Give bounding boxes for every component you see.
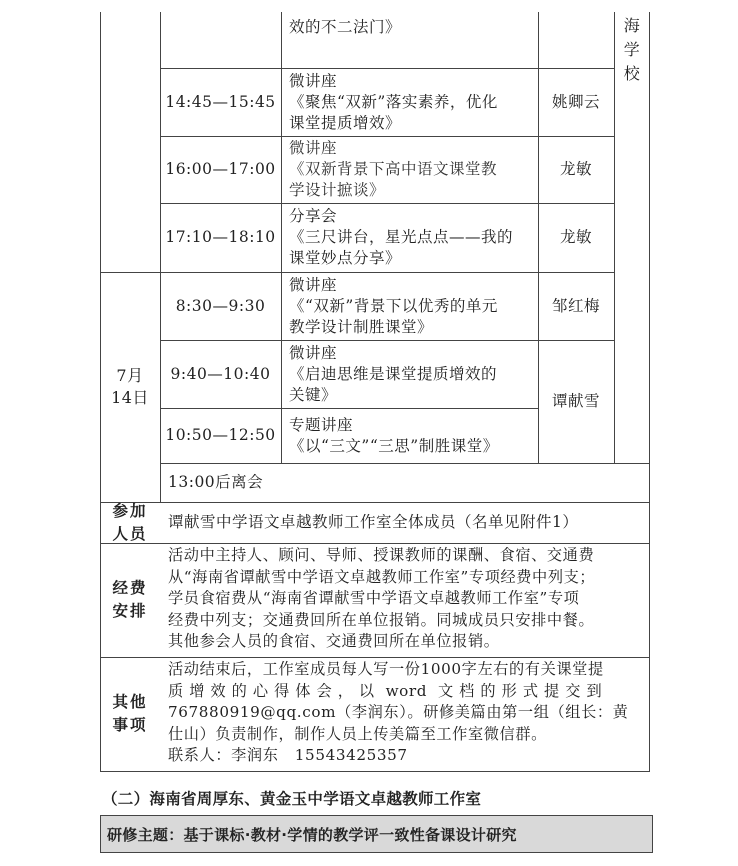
participants-value: 谭献雪中学语文卓越教师工作室全体成员（名单见附件1） xyxy=(168,513,579,531)
expenses-text xyxy=(160,545,650,657)
date-cell xyxy=(100,272,160,502)
venue-char: 海 xyxy=(623,16,641,35)
schedule-content xyxy=(281,272,538,340)
session-title: 教学设计制胜课堂》 xyxy=(289,317,434,336)
label-line: 参加 xyxy=(112,501,148,520)
date-day: 14日 xyxy=(111,388,149,407)
session-type: 微讲座 xyxy=(289,343,338,362)
other-line: 仕山）负责制作，制作人员上传美篇至工作室微信群。 xyxy=(168,724,547,743)
schedule-content xyxy=(281,408,538,463)
theme-text: 研修主题：基于课标·教材·学情的教学评一致性备课设计研究 xyxy=(107,825,517,844)
schedule-time: 17:10—18:10 xyxy=(165,228,276,246)
venue-char: 校 xyxy=(623,64,641,83)
content-line: 效的不二法门》 xyxy=(289,17,402,36)
other-line: 联系人：李润东 15543425357 xyxy=(168,746,408,765)
session-title: 《聚焦“双新”落实素养，优化 xyxy=(289,92,498,111)
schedule-time: 9:40—10:40 xyxy=(170,364,271,383)
other-line: 质 增 效 的 心 得 体 会 ， 以 word 文 档 的 形 式 提 交 到 xyxy=(168,681,603,700)
session-title: 课堂提质增效》 xyxy=(289,113,402,132)
session-type: 微讲座 xyxy=(289,139,338,157)
expenses-line: 其他参会人员的食宿、交通费回所在单位报销。 xyxy=(168,632,500,651)
other-text xyxy=(160,659,650,771)
date-month: 7月 xyxy=(116,366,144,385)
table-border-right xyxy=(649,12,650,772)
schedule-content xyxy=(281,68,538,136)
venue-char: 学 xyxy=(623,40,641,59)
schedule-speaker: 龙敏 xyxy=(559,228,592,246)
session-title: 《双新背景下高中语文课堂教 xyxy=(289,160,498,178)
other-label xyxy=(100,657,160,771)
schedule-speaker: 姚卿云 xyxy=(551,92,600,111)
label-line: 经费 xyxy=(112,579,148,597)
schedule-speaker: 龙敏 xyxy=(559,160,592,178)
session-title: 《启迪思维是课堂提质增效的 xyxy=(289,364,498,383)
theme-box xyxy=(100,815,653,853)
schedule-content xyxy=(281,136,538,203)
expenses-line: 经费中列支；交通费回所在单位报销。同城成员只安排中餐。 xyxy=(168,610,595,629)
other-line: 活动结束后，工作室成员每人写一份1000字左右的有关课堂提 xyxy=(168,660,604,678)
label-line: 事项 xyxy=(112,716,148,734)
schedule-speaker: 谭献雪 xyxy=(551,392,600,410)
table-border-bottom xyxy=(100,771,650,772)
session-type: 微讲座 xyxy=(289,275,338,294)
session-title: 学设计摭谈》 xyxy=(289,181,386,199)
expenses-line: 学员食宿费从“海南省谭献雪中学语文卓越教师工作室”专项 xyxy=(168,589,580,608)
departure-note xyxy=(160,463,650,502)
label-line: 安排 xyxy=(112,602,148,620)
session-title: 《三尺讲台，星光点点——我的 xyxy=(289,228,514,246)
row-divider xyxy=(100,543,650,544)
section-title: （二）海南省周厚东、黄金玉中学语文卓越教师工作室 xyxy=(102,790,482,808)
schedule-content xyxy=(281,12,538,42)
session-type: 分享会 xyxy=(289,207,338,225)
session-title: 《以“三文”“三思”制胜课堂》 xyxy=(289,436,499,455)
expenses-line: 活动中主持人、顾问、导师、授课教师的课酬、食宿、交通费 xyxy=(168,546,595,564)
other-line: 767880919@qq.com（李润东）。研修美篇由第一组（组长：黄 xyxy=(168,703,629,722)
schedule-content xyxy=(281,340,538,408)
label-line: 人员 xyxy=(112,524,148,543)
schedule-time: 10:50—12:50 xyxy=(165,426,276,444)
expenses-label xyxy=(100,543,160,657)
label-line: 其他 xyxy=(112,693,148,711)
schedule-content xyxy=(281,203,538,272)
schedule-time: 14:45—15:45 xyxy=(165,92,276,111)
session-title: 关键》 xyxy=(289,385,338,404)
session-title: 课堂妙点分享》 xyxy=(289,249,402,267)
session-title: 《“双新”背景下以优秀的单元 xyxy=(289,296,498,315)
departure-text: 13:00后离会 xyxy=(168,473,264,491)
expenses-line: 从“海南省谭献雪中学语文卓越教师工作室”专项经费中列支； xyxy=(168,567,596,586)
row-divider xyxy=(100,657,650,658)
schedule-speaker: 邹红梅 xyxy=(551,296,600,315)
venue-cell xyxy=(615,12,649,86)
schedule-time: 16:00—17:00 xyxy=(165,160,276,178)
session-type: 专题讲座 xyxy=(289,415,354,434)
schedule-time: 8:30—9:30 xyxy=(175,296,266,315)
participants-text xyxy=(160,502,650,543)
participants-label xyxy=(100,502,160,543)
session-type: 微讲座 xyxy=(289,71,338,90)
